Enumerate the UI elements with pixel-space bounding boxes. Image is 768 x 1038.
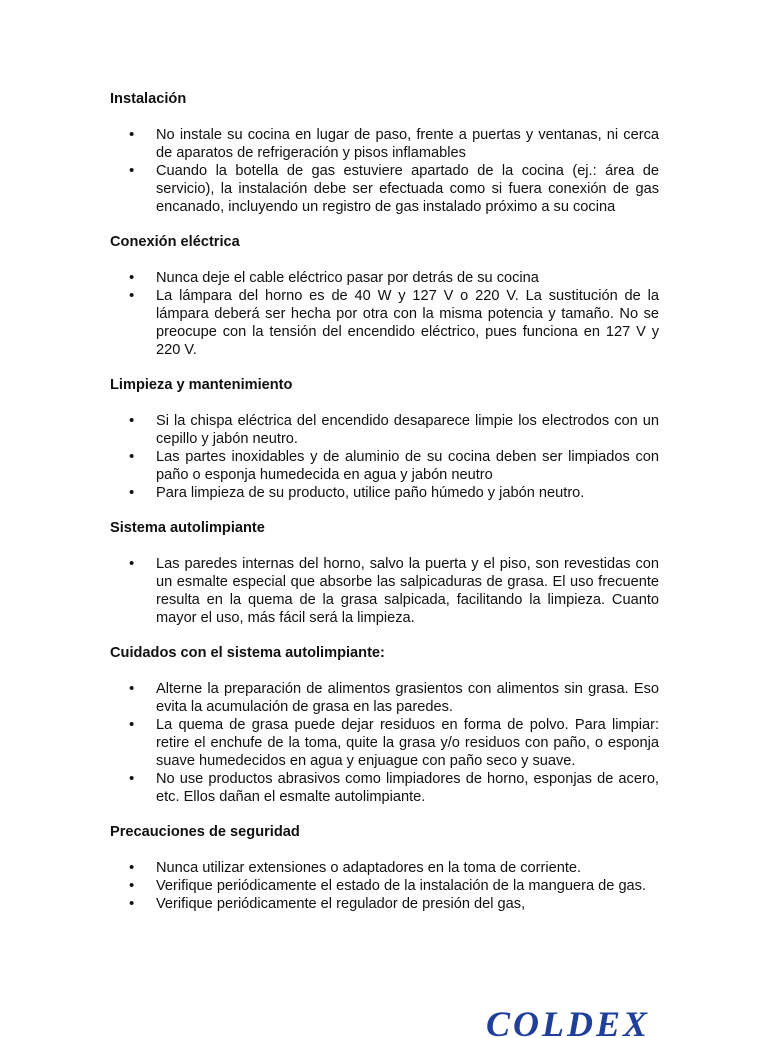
list-item [110, 412, 659, 448]
document-page [110, 90, 659, 913]
bullet-icon: • [129, 484, 135, 501]
bullet-icon: • [129, 716, 135, 733]
bullet-icon: • [129, 269, 135, 286]
bullet-list [110, 412, 659, 502]
list-item-text: No instale su cocina en lugar de paso, frente a puertas y ventanas, ni cerca de aparatos de refrigeración y pisos inflamables [156, 127, 659, 161]
section-heading: Cuidados con el sistema autolimpiante: [110, 645, 385, 661]
section-cuidados-autolimpiante [110, 644, 659, 806]
section-precauciones [110, 823, 659, 913]
list-item-text: Alterne la preparación de alimentos grasientos con alimentos sin grasa. Eso evita la acumulación de grasa en las paredes. [156, 681, 659, 715]
list-item-text: Nunca deje el cable eléctrico pasar por detrás de su cocina [156, 270, 539, 286]
section-heading: Conexión eléctrica [110, 234, 240, 250]
list-item [110, 859, 659, 877]
bullet-icon: • [129, 126, 135, 143]
section-instalacion [110, 90, 659, 216]
bullet-list [110, 680, 659, 806]
bullet-list [110, 859, 659, 913]
list-item [110, 555, 659, 627]
bullet-icon: • [129, 859, 135, 876]
list-item [110, 448, 659, 484]
bullet-icon: • [129, 770, 135, 787]
list-item [110, 287, 659, 359]
list-item-text: Nunca utilizar extensiones o adaptadores en la toma de corriente. [156, 860, 582, 876]
list-item-text: Cuando la botella de gas estuviere apartado de la cocina (ej.: área de servicio), la instalación debe ser efectuada como si fuera conexión de gas encanado, incluyendo un registro de gas instalado próximo a su cocina [156, 163, 659, 215]
list-item [110, 162, 659, 216]
list-item [110, 680, 659, 716]
bullet-list [110, 555, 659, 627]
list-item-text: Las paredes internas del horno, salvo la puerta y el piso, son revestidas con un esmalte especial que absorbe las salpicaduras de grasa. El uso frecuente resulta en la quema de la grasa salpicada, facilitando la limpieza. Cuanto mayor el uso, más fácil será la limpieza. [156, 556, 659, 626]
bullet-icon: • [129, 412, 135, 429]
list-item [110, 126, 659, 162]
bullet-icon: • [129, 287, 135, 304]
list-item-text: Las partes inoxidables y de aluminio de su cocina deben ser limpiados con paño o esponja humedecida en agua y jabón neutro [156, 449, 659, 483]
list-item-text: Verifique periódicamente el regulador de presión del gas, [156, 896, 526, 912]
bullet-icon: • [129, 555, 135, 572]
list-item [110, 716, 659, 770]
section-heading: Precauciones de seguridad [110, 824, 300, 840]
bullet-icon: • [129, 448, 135, 465]
bullet-icon: • [129, 895, 135, 912]
section-heading: Sistema autolimpiante [110, 520, 265, 536]
list-item [110, 269, 659, 287]
logo-wordmark: COLDEX [486, 1004, 650, 1038]
bullet-list [110, 269, 659, 359]
section-limpieza [110, 376, 659, 502]
bullet-list [110, 126, 659, 216]
section-heading: Limpieza y mantenimiento [110, 377, 293, 393]
coldex-logo-graphic [482, 998, 650, 1038]
coldex-logo [482, 998, 650, 1038]
list-item [110, 877, 659, 895]
list-item-text: La quema de grasa puede dejar residuos en forma de polvo. Para limpiar: retire el enchufe de la toma, quite la grasa y/o residuos con paño, o esponja suave humedecidos en agua y enjuague con paño seco y suave. [156, 717, 659, 769]
list-item-text: Verifique periódicamente el estado de la instalación de la manguera de gas. [156, 878, 647, 894]
section-sistema-autolimpiante [110, 519, 659, 627]
list-item [110, 895, 659, 913]
bullet-icon: • [129, 680, 135, 697]
list-item-text: La lámpara del horno es de 40 W y 127 V o 220 V. La sustitución de la lámpara deberá ser hecha por otra con la misma potencia y tamaño. No se preocupe con la tensión del encendido eléctrico, pues funciona en 127 V y 220 V. [156, 288, 659, 358]
list-item-text: Para limpieza de su producto, utilice paño húmedo y jabón neutro. [156, 485, 585, 501]
list-item-text: Si la chispa eléctrica del encendido desaparece limpie los electrodos con un cepillo y jabón neutro. [156, 413, 659, 447]
section-heading: Instalación [110, 91, 187, 107]
list-item-text: No use productos abrasivos como limpiadores de horno, esponjas de acero, etc. Ellos dañan el esmalte autolimpiante. [156, 771, 659, 805]
list-item [110, 484, 659, 502]
bullet-icon: • [129, 877, 135, 894]
section-conexion-electrica [110, 233, 659, 359]
bullet-icon: • [129, 162, 135, 179]
list-item [110, 770, 659, 806]
